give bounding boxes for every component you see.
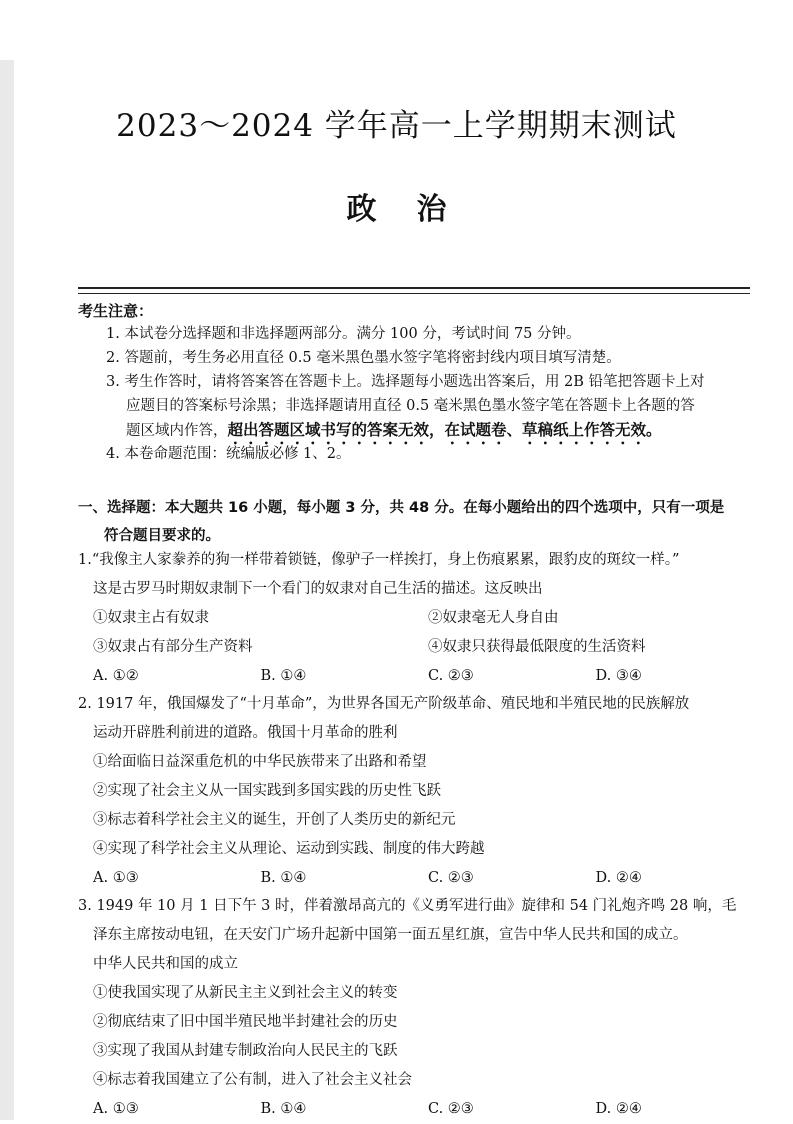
divider-thin (78, 293, 750, 294)
question-1-stem-line-2: 这是古罗马时期奴隶制下一个看门的奴隶对自己生活的描述。这反映出 (93, 581, 543, 597)
question-3-answer-a: A. ①③ (93, 1101, 139, 1117)
section-heading-line-2: 符合题目要求的。 (104, 528, 220, 544)
question-2-answer-a: A. ①③ (93, 870, 139, 886)
question-1-answer-d: D. ③④ (595, 668, 642, 684)
question-3-stem-line-2: 泽东主席按动电钮，在天安门广场升起新中国第一面五星红旗，宣告中华人民共和国的成立。 (93, 927, 688, 943)
question-1 (78, 546, 763, 691)
question-3-answers (78, 1095, 763, 1124)
notice-item-2: 2. 答题前，考生务必用直径 0.5 毫米黑色墨水签字笔将密封线内项目填写清楚。 (106, 350, 621, 366)
question-3-option-4: ④标志着我国建立了公有制，进入了社会主义社会 (93, 1072, 412, 1088)
notice-item-3-line-1: 3. 考生作答时，请将答案答在答题卡上。选择题每小题选出答案后，用 2B 铅笔把答题卡上对 (106, 374, 705, 390)
question-3-stem-line-1: 3. 1949 年 10 月 1 日下午 3 时，伴着激昂高亢的《义勇军进行曲》旋律和 54 门礼炮齐鸣 28 响，毛 (78, 898, 737, 914)
section-heading-line-1: 一、选择题：本大题共 16 小题，每小题 3 分，共 48 分。在每小题给出的四个选项中，只有一项是 (78, 500, 725, 516)
question-1-option-1: ①奴隶主占有奴隶 (93, 610, 209, 626)
question-2-option-2: ②实现了社会主义从一国实践到多国实践的历史性飞跃 (93, 783, 441, 799)
question-3-option-2: ②彻底结束了旧中国半殖民地半封建社会的历史 (93, 1014, 398, 1030)
question-3-option-3: ③实现了我国从封建专制政治向人民民主的飞跃 (93, 1043, 398, 1059)
exam-title: 2023～2024 学年高一上学期期末测试 (116, 108, 677, 144)
question-2-answer-d: D. ②④ (595, 870, 642, 886)
notice-heading: 考生注意： (78, 302, 154, 320)
question-1-options-row-1 (78, 604, 763, 633)
question-1-answer-c: C. ②③ (428, 668, 474, 684)
question-2-answers (78, 864, 763, 893)
question-1-stem-line-1: 1.“我像主人家豢养的狗一样带着锁链，像驴子一样挨打，身上伤痕累累，跟豹皮的斑纹一样。” (78, 552, 680, 568)
question-3-answer-d: D. ②④ (595, 1101, 642, 1117)
notice-item-3 (106, 370, 756, 448)
notice-item-3-line-3-lead: 题区域内作答， (126, 423, 228, 439)
section-heading (78, 494, 758, 550)
question-1-answers (78, 662, 763, 691)
notice-item-4: 4. 本卷命题范围：统编版必修 1、2。 (106, 446, 351, 462)
question-2-stem-line-2: 运动开辟胜利前进的道路。俄国十月革命的胜利 (93, 725, 398, 741)
divider-thick (78, 287, 750, 289)
question-2-answer-b: B. ①④ (260, 870, 307, 886)
question-3-option-1: ①使我国实现了从新民主主义到社会主义的转变 (93, 985, 398, 1001)
question-1-option-2: ②奴隶毫无人身自由 (428, 610, 559, 626)
question-1-option-3: ③奴隶占有部分生产资料 (93, 639, 253, 655)
notice-emphasis: 超出答题区域书写的答案无效，在试题卷、草稿纸上作答无效。 (227, 421, 662, 439)
question-2-stem-line-1: 2. 1917 年，俄国爆发了“十月革命”，为世界各国无产阶级革命、殖民地和半殖民地的民族解放 (78, 696, 690, 712)
exam-subject: 政治 (346, 192, 487, 227)
question-2-answer-c: C. ②③ (428, 870, 474, 886)
question-1-options-row-2 (78, 633, 763, 662)
question-2-option-4: ④实现了科学社会主义从理论、运动到实践、制度的伟大跨越 (93, 841, 485, 857)
notice-item-3-line-2: 应题目的答案标号涂黑；非选择题请用直径 0.5 毫米黑色墨水签字笔在答题卡上各题的答 (126, 398, 695, 414)
question-3 (78, 892, 763, 1124)
question-3-stem-line-3: 中华人民共和国的成立 (93, 956, 238, 972)
notice-item-1: 1. 本试卷分选择题和非选择题两部分。满分 100 分，考试时间 75 分钟。 (106, 326, 581, 342)
question-2-option-1: ①给面临日益深重危机的中华民族带来了出路和希望 (93, 754, 427, 770)
question-3-answer-b: B. ①④ (260, 1101, 307, 1117)
question-1-option-4: ④奴隶只获得最低限度的生活资料 (428, 639, 646, 655)
question-1-answer-a: A. ①② (93, 668, 139, 684)
question-2-option-3: ③标志着科学社会主义的诞生，开创了人类历史的新纪元 (93, 812, 456, 828)
question-3-answer-c: C. ②③ (428, 1101, 474, 1117)
question-2 (78, 690, 763, 893)
question-1-answer-b: B. ①④ (260, 668, 307, 684)
